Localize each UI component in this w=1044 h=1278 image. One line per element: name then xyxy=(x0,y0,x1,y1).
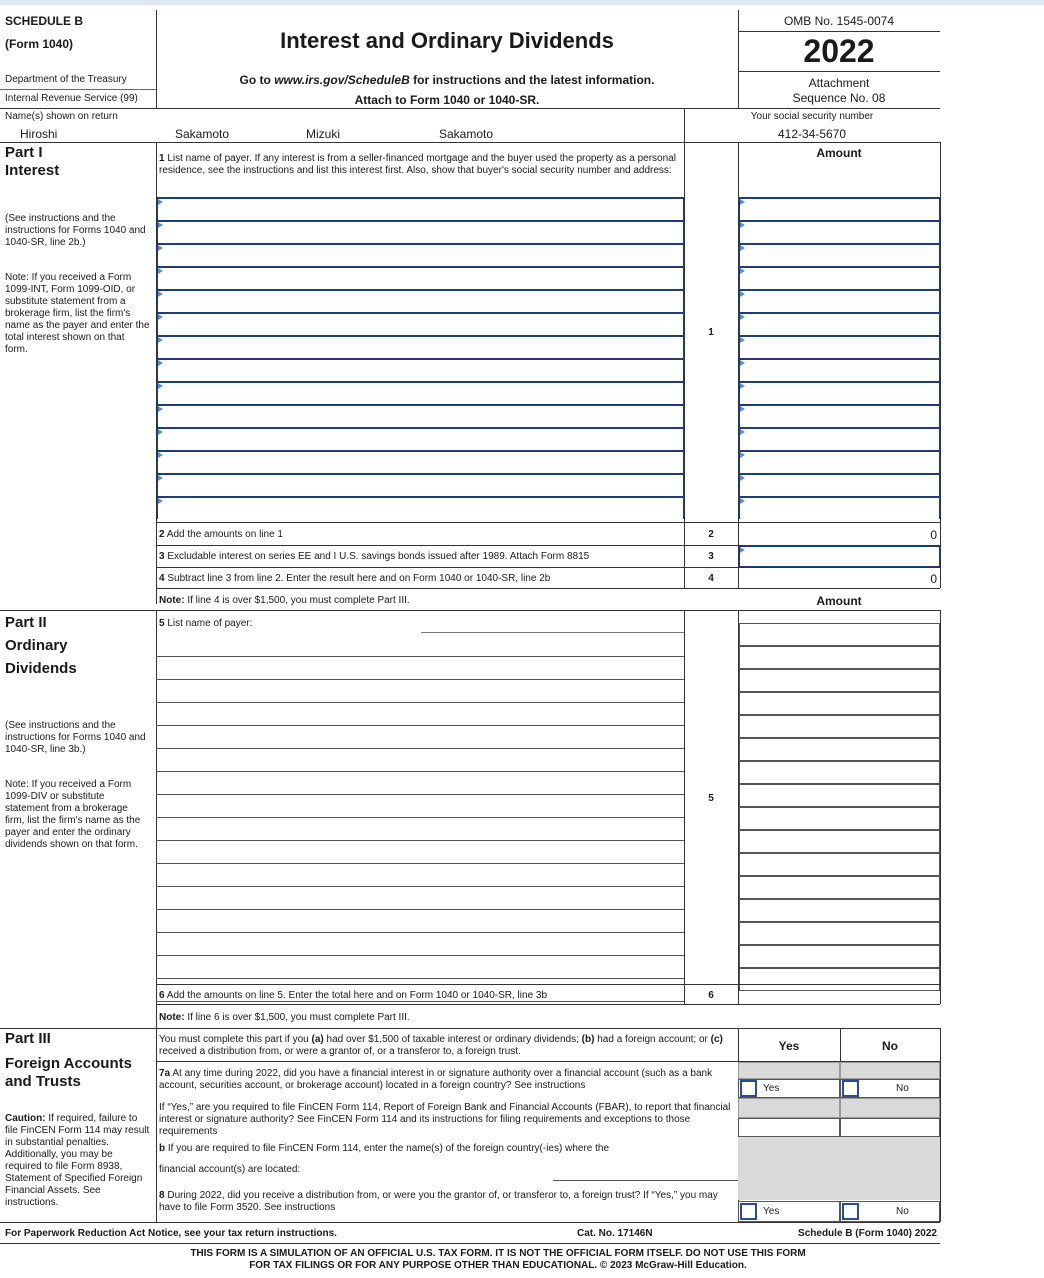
line7b-text-continued: financial account(s) are located: xyxy=(159,1164,301,1175)
line1-payer-name-field[interactable] xyxy=(157,473,684,496)
field-marker-icon xyxy=(158,360,163,366)
line5-payer-amount-field[interactable] xyxy=(739,692,940,715)
line1-payer-name-field[interactable] xyxy=(157,220,684,243)
field-marker-icon xyxy=(740,383,745,389)
spouse-first-name[interactable]: Mizuki xyxy=(306,127,341,141)
line1-payer-amount-field[interactable] xyxy=(739,197,940,220)
line1-payer-name-field[interactable] xyxy=(157,450,684,473)
disclaimer-line2: FOR TAX FILINGS OR FOR ANY PURPOSE OTHER THAN EDUCATIONAL. © 2023 McGraw-Hill Education. xyxy=(249,1260,747,1271)
line1-payer-name-field[interactable] xyxy=(157,266,684,289)
line1-payer-amount-field[interactable] xyxy=(739,335,940,358)
part3-title-trusts: and Trusts xyxy=(5,1073,81,1090)
field-marker-icon xyxy=(740,547,745,553)
line1-payer-name-field[interactable] xyxy=(157,197,684,220)
line5-payer-amount-field[interactable] xyxy=(739,922,940,945)
line7a-text: 7a At any time during 2022, did you have a financial interest in or signature authority over a financial account (such as a bank account, securities account, or brokerage account) located in a foreign country? See instructions xyxy=(159,1068,713,1091)
part2-title-dividends: Dividends xyxy=(5,660,77,677)
line1-payer-name-field[interactable] xyxy=(157,358,684,381)
line2-amount[interactable]: 0 xyxy=(930,528,937,542)
line5-payer-name-field[interactable] xyxy=(157,864,684,886)
field-marker-icon xyxy=(158,314,163,320)
field-marker-icon xyxy=(158,199,163,205)
line1-payer-name-field[interactable] xyxy=(157,496,684,519)
no-column-header: No xyxy=(882,1039,898,1053)
line5-payer-name-field[interactable] xyxy=(157,887,684,909)
field-marker-icon xyxy=(158,429,163,435)
line5-payer-amount-field[interactable] xyxy=(739,853,940,876)
line6-amount-field[interactable] xyxy=(739,985,940,1004)
line7a-yes-label: Yes xyxy=(763,1083,780,1094)
field-marker-icon xyxy=(740,222,745,228)
line5-payer-name-field[interactable] xyxy=(157,726,684,748)
field-marker-icon xyxy=(158,337,163,343)
line1-payer-name-field[interactable] xyxy=(157,289,684,312)
line5-payer-amount-field[interactable] xyxy=(739,876,940,899)
part3-intro: You must complete this part if you (a) had over $1,500 of taxable interest or ordinary dividends; (b) had a foreign account; or (c) received a distribution from, or were a grantor of, or a transferor to, a foreign trust. xyxy=(159,1034,723,1057)
part2-amount-header: Amount xyxy=(816,594,862,608)
field-marker-icon xyxy=(740,475,745,481)
line7b-text: b If you are required to file FinCEN Form 114, enter the name(s) of the foreign country(-ies) where the xyxy=(159,1143,610,1154)
line1-payer-amount-field[interactable] xyxy=(739,289,940,312)
line5-payer-amount-field[interactable] xyxy=(739,761,940,784)
line5-payer-amount-field[interactable] xyxy=(739,945,940,968)
line1-payer-amount-field[interactable] xyxy=(739,266,940,289)
line3-text: 3 Excludable interest on series EE and I U.S. savings bonds issued after 1989. Attach Form 8815 xyxy=(159,551,590,562)
line5-box-number: 5 xyxy=(708,793,714,804)
line1-payer-name-field[interactable] xyxy=(157,312,684,335)
field-marker-icon xyxy=(158,383,163,389)
part2-note: Note: If you received a Form 1099-DIV or substitute statement from a brokerage firm, list the firm's name as the payer and enter the ordinary dividends shown on that form. xyxy=(5,779,141,850)
line1-payer-amount-field[interactable] xyxy=(739,404,940,427)
yes-column-header: Yes xyxy=(778,1039,800,1053)
part3-title-foreign: Foreign Accounts xyxy=(5,1055,132,1072)
line5-payer-name-field[interactable] xyxy=(157,910,684,932)
line6-box-number: 6 xyxy=(708,990,714,1001)
field-marker-icon xyxy=(158,222,163,228)
line1-payer-name-field[interactable] xyxy=(157,381,684,404)
disclaimer-line1: THIS FORM IS A SIMULATION OF AN OFFICIAL U.S. TAX FORM. IT IS NOT THE OFFICIAL FORM ITSELF. DO NOT USE THIS FORM xyxy=(190,1248,806,1259)
part3-label: Part III xyxy=(5,1030,51,1047)
field-marker-icon xyxy=(158,245,163,251)
line4-box-number: 4 xyxy=(708,573,714,584)
paperwork-notice: For Paperwork Reduction Act Notice, see your tax return instructions. xyxy=(5,1228,337,1239)
line4-text: 4 Subtract line 3 from line 2. Enter the result here and on Form 1040 or 1040-SR, line 2b xyxy=(159,573,551,584)
part1-amount-header: Amount xyxy=(816,146,862,160)
omb-number: OMB No. 1545-0074 xyxy=(783,14,895,28)
field-marker-icon xyxy=(740,245,745,251)
field-marker-icon xyxy=(740,406,745,412)
line5-payer-name-field[interactable] xyxy=(157,703,684,725)
form-label: (Form 1040) xyxy=(5,37,74,51)
names-label: Name(s) shown on return xyxy=(5,111,118,122)
line1-payer-amount-field[interactable] xyxy=(739,427,940,450)
goto-instructions: Go to www.irs.gov/ScheduleB for instructions and the latest information. xyxy=(239,73,655,87)
line5-payer-amount-field[interactable] xyxy=(739,669,940,692)
ssn-label: Your social security number xyxy=(750,111,874,122)
line5-payer-amount-field[interactable] xyxy=(739,784,940,807)
part2-see-instructions: (See instructions and the instructions for Forms 1040 and 1040-SR, line 3b.) xyxy=(5,720,146,755)
sequence-number: Sequence No. 08 xyxy=(792,91,886,105)
part1-title: Interest xyxy=(5,162,60,179)
field-marker-icon xyxy=(740,337,745,343)
line5-payer-amount-field[interactable] xyxy=(739,646,940,669)
field-marker-icon xyxy=(158,291,163,297)
line2-text: 2 Add the amounts on line 1 xyxy=(159,529,283,540)
catalog-number: Cat. No. 17146N xyxy=(577,1228,653,1239)
line5-payer-amount-field[interactable] xyxy=(739,738,940,761)
line5-payer-name-field[interactable] xyxy=(157,749,684,771)
part1-note: Note: If you received a Form 1099-INT, Form 1099-OID, or substitute statement from a brokerage firm, list the firm's name as the payer and enter the total interest shown on that form. xyxy=(5,272,150,355)
footer-schedule: Schedule B (Form 1040) 2022 xyxy=(798,1228,937,1239)
line5-payer-amount-field[interactable] xyxy=(739,715,940,738)
field-marker-icon xyxy=(740,498,745,504)
line1-payer-amount-field[interactable] xyxy=(739,450,940,473)
line8-no-checkbox[interactable] xyxy=(842,1203,859,1220)
first-name[interactable]: Hiroshi xyxy=(20,127,58,141)
dept-label: Department of the Treasury xyxy=(5,74,127,85)
field-marker-icon xyxy=(740,429,745,435)
line5-payer-name-field[interactable] xyxy=(157,956,684,978)
line1-box-number: 1 xyxy=(708,327,714,338)
field-marker-icon xyxy=(158,268,163,274)
line3-box-number: 3 xyxy=(708,551,714,562)
line5-payer-name-field[interactable] xyxy=(157,680,684,702)
line5-payer-amount-field[interactable] xyxy=(739,830,940,853)
part2-label: Part II xyxy=(5,614,47,631)
line1-payer-amount-field[interactable] xyxy=(739,220,940,243)
field-marker-icon xyxy=(158,452,163,458)
line5-payer-name-field[interactable] xyxy=(157,818,684,840)
line1-payer-name-field[interactable] xyxy=(157,243,684,266)
line5-payer-amount-field[interactable] xyxy=(739,623,940,646)
line1-payer-amount-field[interactable] xyxy=(739,381,940,404)
line7a-no-label: No xyxy=(896,1083,909,1094)
line6-text: 6 Add the amounts on line 5. Enter the total here and on Form 1040 or 1040-SR, line 3b xyxy=(159,990,548,1001)
form-title: Interest and Ordinary Dividends xyxy=(280,28,614,53)
line7a-yes-checkbox[interactable] xyxy=(740,1080,757,1097)
fincen-no-cell[interactable] xyxy=(840,1118,940,1137)
field-marker-icon xyxy=(158,475,163,481)
fincen-text: If “Yes,” are you required to file FinCEN Form 114, Report of Foreign Bank and Financial Accounts (FBAR), to report that financial interest or signature authority? See FinCEN Form 114 and its instructions for filing requirements and exceptions to those requirements xyxy=(159,1102,731,1137)
tax-year: 2022 xyxy=(803,33,875,69)
line1-text: 1 List name of payer. If any interest is from a seller-financed mortgage and the buyer used the property as a personal residence, see the instructions and list this interest first. Also, show that buyer's social security number and address: xyxy=(159,153,676,176)
line8-yes-checkbox[interactable] xyxy=(740,1203,757,1220)
ssn-value[interactable]: 412-34-5670 xyxy=(777,127,847,141)
line5-payer-amount-field[interactable] xyxy=(739,807,940,830)
field-marker-icon xyxy=(740,268,745,274)
line5-payer-name-field[interactable] xyxy=(157,772,684,794)
line5-payer-name-field[interactable] xyxy=(157,634,684,656)
part1-see-instructions: (See instructions and the instructions for Forms 1040 and 1040-SR, line 2b.) xyxy=(5,213,146,248)
line8-text: 8 During 2022, did you receive a distribution from, or were you the grantor of, or transferor to, a foreign trust? If “Yes,” you may have to file Form 3520. See instructions xyxy=(159,1190,718,1213)
attachment-label: Attachment xyxy=(808,76,870,90)
field-marker-icon xyxy=(158,498,163,504)
attach-instructions: Attach to Form 1040 or 1040-SR. xyxy=(354,93,540,107)
part1-label: Part I xyxy=(5,144,43,161)
line5-payer-amount-field[interactable] xyxy=(739,899,940,922)
field-marker-icon xyxy=(740,360,745,366)
schedule-label: SCHEDULE B xyxy=(5,14,84,28)
line5-payer-name-field[interactable] xyxy=(157,657,684,679)
field-marker-icon xyxy=(740,199,745,205)
line1-payer-amount-field[interactable] xyxy=(739,243,940,266)
field-marker-icon xyxy=(158,406,163,412)
field-marker-icon xyxy=(740,291,745,297)
line8-no-label: No xyxy=(896,1206,909,1217)
line3-amount-field[interactable] xyxy=(739,546,940,567)
line1-payer-name-field[interactable] xyxy=(157,404,684,427)
line1-payer-amount-field[interactable] xyxy=(739,473,940,496)
line5-text: 5 List name of payer: xyxy=(159,618,253,629)
fincen-yes-cell[interactable] xyxy=(738,1118,840,1137)
last-name[interactable]: Sakamoto xyxy=(175,127,230,141)
line7a-no-checkbox[interactable] xyxy=(842,1080,859,1097)
line1-payer-name-field[interactable] xyxy=(157,427,684,450)
line1-payer-amount-field[interactable] xyxy=(739,496,940,519)
line5-payer-name-field[interactable] xyxy=(157,795,684,817)
top-bar xyxy=(0,0,1044,5)
line1-payer-amount-field[interactable] xyxy=(739,358,940,381)
irs-label: Internal Revenue Service (99) xyxy=(5,93,138,104)
spouse-last-name[interactable]: Sakamoto xyxy=(439,127,494,141)
line2-box-number: 2 xyxy=(708,529,714,540)
line5-payer-name-field[interactable] xyxy=(157,933,684,955)
part1-note-line: Note: If line 4 is over $1,500, you must complete Part III. xyxy=(159,595,410,606)
part2-title-ordinary: Ordinary xyxy=(5,637,68,654)
foreign-country-field[interactable] xyxy=(553,1164,738,1180)
line5-payer-name-field[interactable] xyxy=(157,841,684,863)
line1-payer-name-field[interactable] xyxy=(157,335,684,358)
line8-yes-label: Yes xyxy=(763,1206,780,1217)
line1-payer-amount-field[interactable] xyxy=(739,312,940,335)
part2-note-line: Note: If line 6 is over $1,500, you must complete Part III. xyxy=(159,1012,410,1023)
field-marker-icon xyxy=(740,314,745,320)
field-marker-icon xyxy=(740,452,745,458)
part3-caution: Caution: If required, failure to file FinCEN Form 114 may result in substantial penalties. Additionally, you may be required to file Form 8938, Statement of Specified Foreign Financial Assets. See instructions. xyxy=(5,1113,150,1208)
line4-amount[interactable]: 0 xyxy=(930,572,937,586)
